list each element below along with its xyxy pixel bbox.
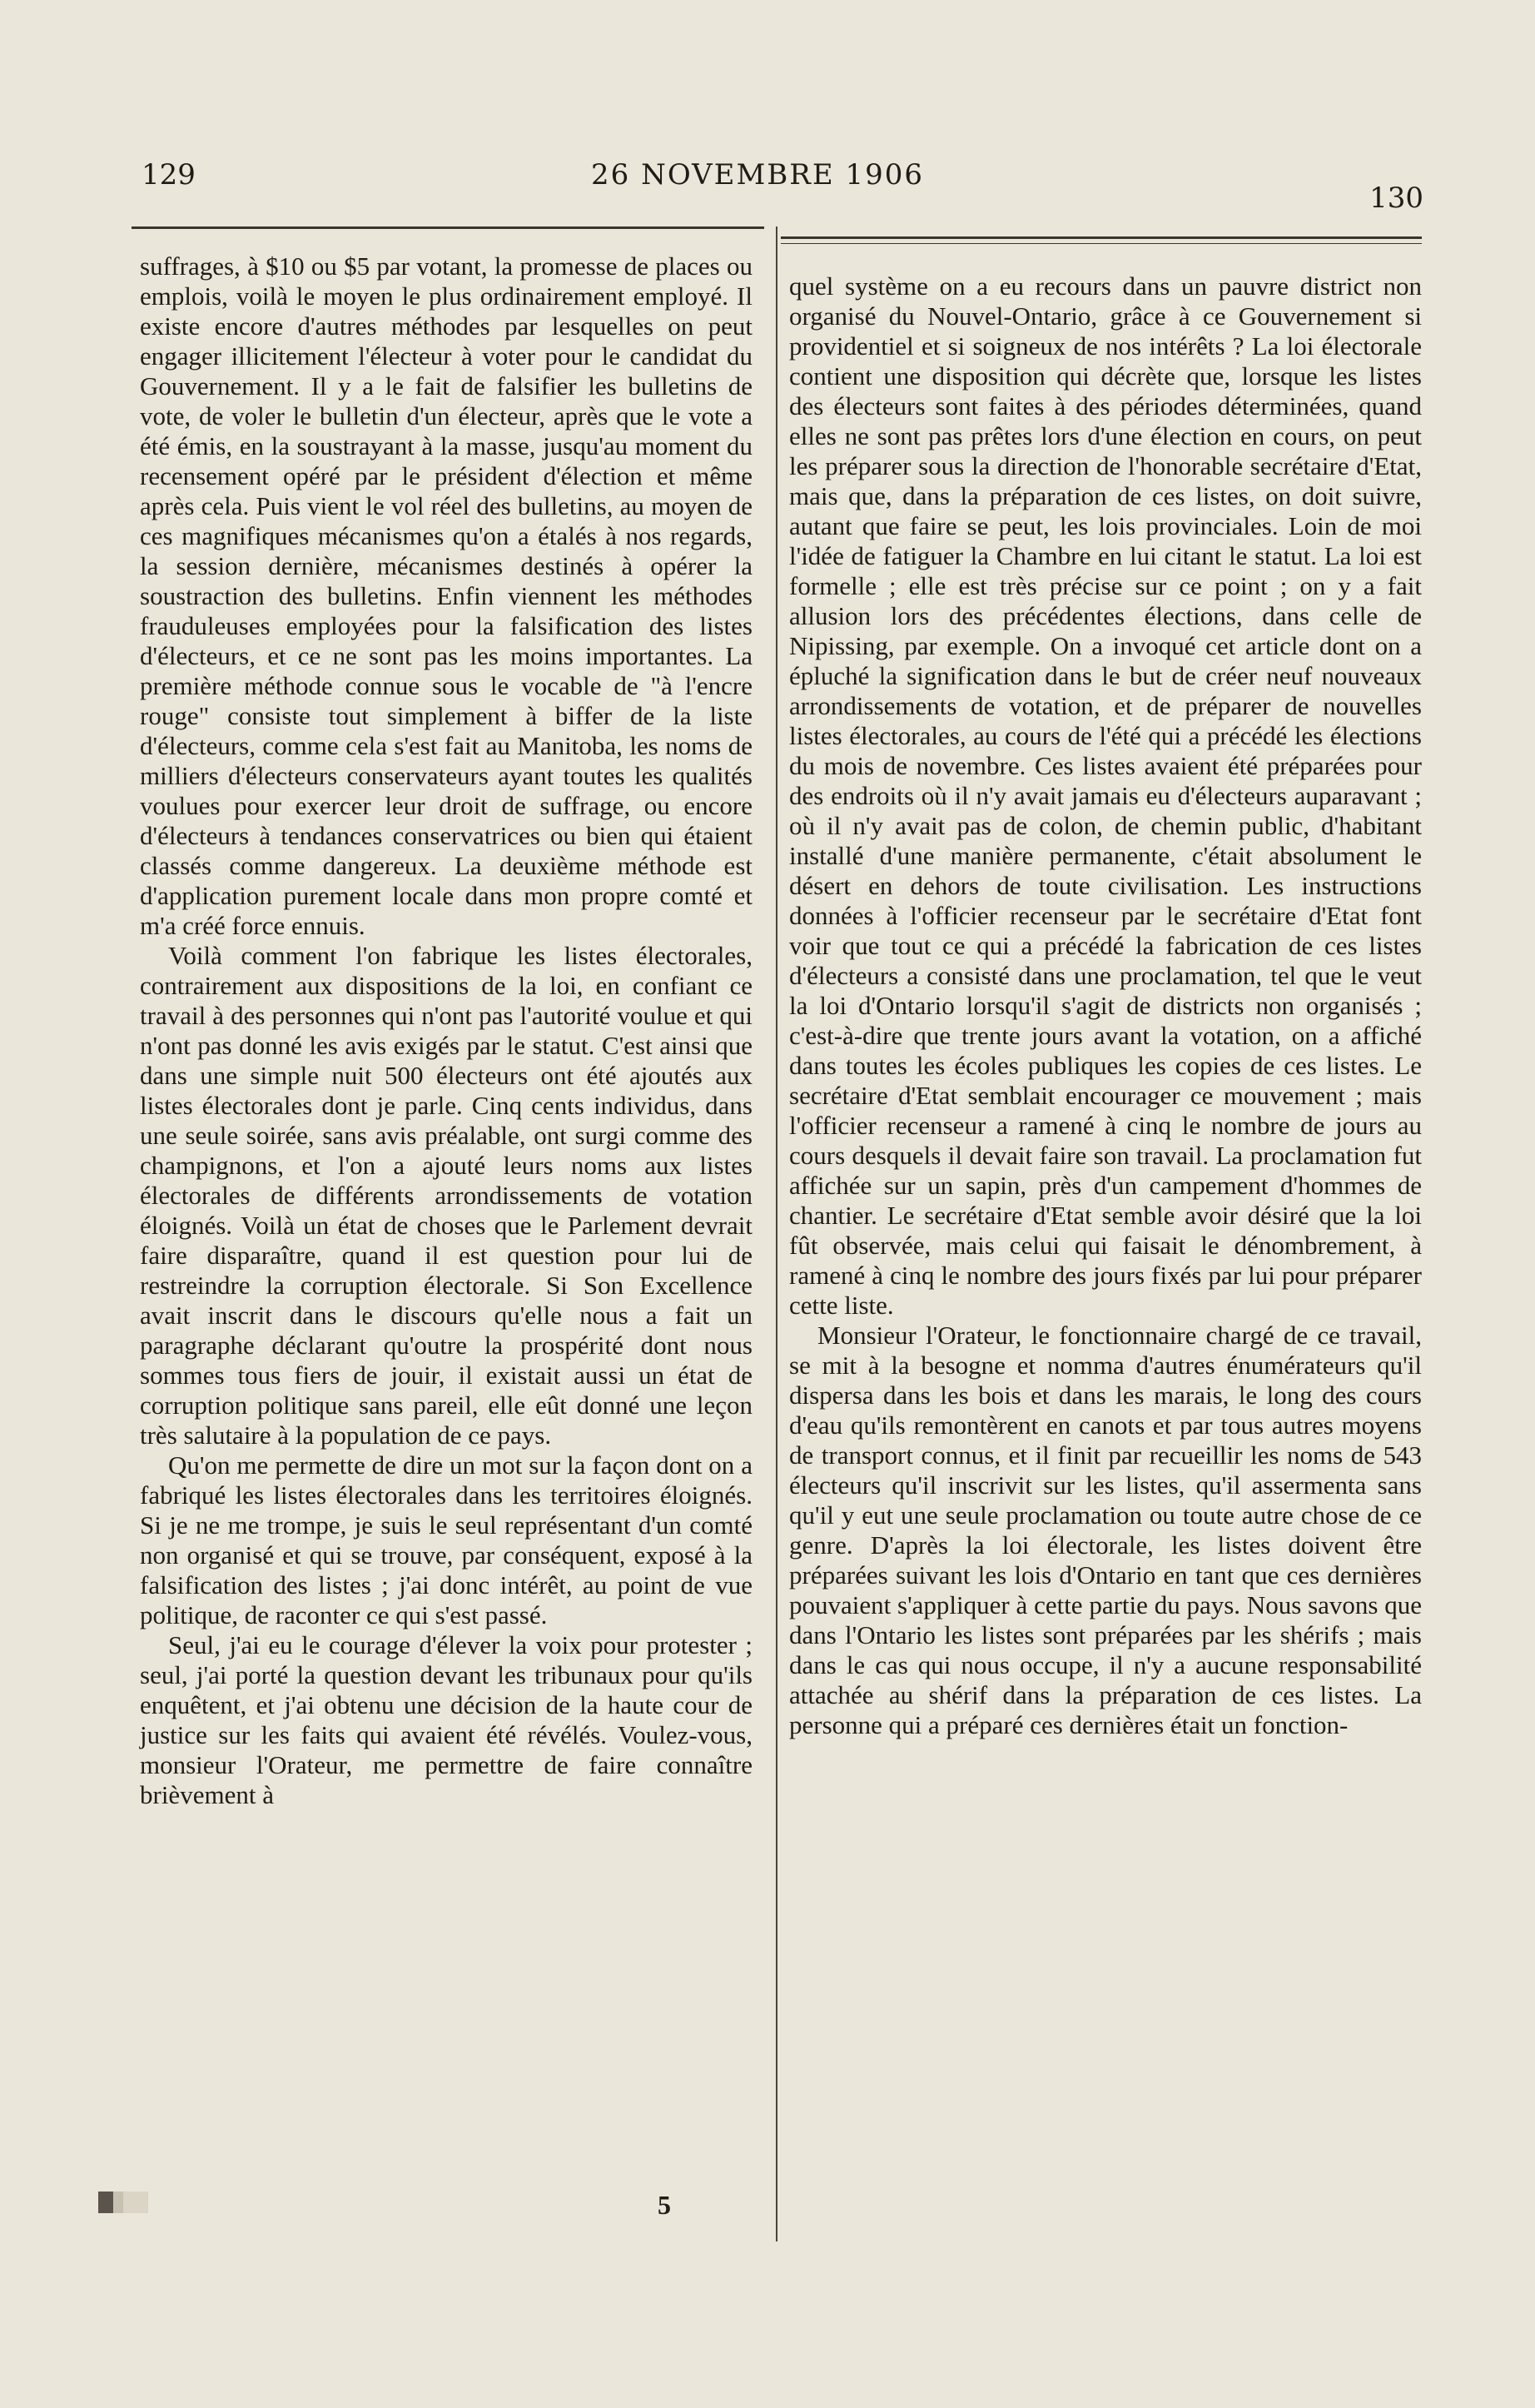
header-rule-left xyxy=(132,226,764,229)
right-column xyxy=(789,271,1422,1740)
signature-mark: 5 xyxy=(658,2190,671,2220)
page-header xyxy=(142,148,1423,215)
column-divider xyxy=(776,226,777,2241)
header-rule-right-thin xyxy=(781,243,1422,244)
paragraph: Monsieur l'Orateur, le fonctionnaire chargé de ce travail, se mit à la besogne et nomma d'autres énumérateurs qu'il dispersa dans les bois et dans les marais, le long des cours d'eau qu'ils remontèrent en canots et par tous autres moyens de transport connus, et il finit par recueillir les noms de 543 électeurs qu'il inscrivit sur les listes, qu'il assermenta sans qu'il y eut une seule proclamation ou toute autre chose de ce genre. D'après la loi électorale, les listes doivent être préparées suivant les lois d'Ontario en tant que ces dernières pouvaient s'appliquer à cette partie du pays. Nous savons que dans l'Ontario les listes sont préparées par les shérifs ; mais dans le cas qui nous occupe, il n'y a aucune responsabilité attachée au shérif dans la préparation de ces listes. La personne qui a préparé ces dernières était un fonction- xyxy=(789,1321,1422,1739)
paragraph: quel système on a eu recours dans un pauvre district non organisé du Nouvel-Ontario, grâce à ce Gouvernement si providentiel et si soigneux de nos intérêts ? La loi électorale contient une disposition qui décrète que, lorsque les listes des électeurs sont faites à des périodes déterminées, quand elles ne sont pas prêtes lors d'une élection en cours, on peut les préparer sous la direction de l'honorable secrétaire d'Etat, mais que, dans la préparation de ces listes, on doit suivre, autant que faire se peut, les lois provinciales. Loin de moi l'idée de fatiguer la Chambre en lui citant le statut. La loi est formelle ; elle est très précise sur ce point ; on y a fait allusion lors des précédentes élections, dans celle de Nipissing, par exemple. On a invoqué cet article dont on a épluché la signification dans le but de créer neuf nouveaux arrondissements de votation, et de préparer de nouvelles listes électorales, au cours de l'été qui a précédé les élections du mois de novembre. Ces listes avaient été préparées pour des endroits où il n'y avait jamais eu d'électeurs auparavant ; où il n'y avait pas de colon, de chemin public, d'habitant installé d'une manière permanente, c'était absolument le désert en dehors de toute civilisation. Les instructions données à l'officier recenseur par le secrétaire d'Etat font voir que tout ce qui a précédé la fabrication de ces listes d'électeurs a consisté dans une proclamation, tel que le veut la loi d'Ontario lorsqu'il s'agit de districts non organisés ; c'est-à-dire que trente jours avant la votation, on a affiché dans toutes les écoles publiques les copies de ces listes. Le secrétaire d'Etat semblait encourager ce mouvement ; mais l'officier recenseur a ramené à cinq le nombre de jours au cours desquels il devait faire son travail. La proclamation fut affichée sur un sapin, près d'un campement d'hommes de chantier. Le secrétaire d'Etat semble avoir désiré que la loi fût observée, mais celui qui faisait le dénombrement, à ramené à cinq le nombre des jours fixés par lui pour préparer cette liste. xyxy=(789,271,1422,1320)
running-title: 26 NOVEMBRE 1906 xyxy=(591,158,925,192)
left-column xyxy=(140,251,753,1810)
page-number-right: 130 xyxy=(1369,182,1423,215)
paragraph: Qu'on me permette de dire un mot sur la façon dont on a fabriqué les listes électorales dans les territoires éloignés. Si je ne me trompe, je suis le seul représentant d'un comté non organisé et qui se trouve, par conséquent, exposé à la falsification des listes ; j'ai donc intérêt, au point de vue politique, de raconter ce qui s'est passé. xyxy=(140,1450,753,1629)
print-smudge xyxy=(98,2192,173,2213)
paragraph: suffrages, à $10 ou $5 par votant, la promesse de places ou emplois, voilà le moyen le plus ordinairement employé. Il existe encore d'autres méthodes par lesquelles on peut engager illicitement l'électeur à voter pour le candidat du Gouvernement. Il y a le fait de falsifier les bulletins de vote, de voler le bulletin d'un électeur, après que le vote a été émis, en la soustrayant à la masse, jusqu'au moment du recensement opéré par le président d'élection et même après cela. Puis vient le vol réel des bulletins, au moyen de ces magnifiques mécanismes qu'on a étalés à nos regards, la session dernière, mécanismes destinés à opérer la soustraction des bulletins. Enfin viennent les méthodes frauduleuses employées pour la falsification des listes d'électeurs, et ce ne sont pas les moins importantes. La première méthode connue sous le vocable de "à l'encre rouge" consiste tout simplement à biffer de la liste d'électeurs, comme cela s'est fait au Manitoba, les noms de milliers d'électeurs conservateurs ayant toutes les qualités voulues pour exercer leur droit de suffrage, ou encore d'électeurs à tendances conservatrices ou bien qui étaient classés comme dangereux. La deuxième méthode est d'application purement locale dans mon propre comté et m'a créé force ennuis. xyxy=(140,251,753,940)
header-rule-right xyxy=(781,236,1422,239)
page-number-left: 129 xyxy=(142,158,196,192)
paragraph: Voilà comment l'on fabrique les listes électorales, contrairement aux dispositions de la loi, en confiant ce travail à des personnes qui n'ont pas l'autorité voulue et qui n'ont pas donné les avis exigés par le statut. C'est ainsi que dans une simple nuit 500 électeurs ont été ajoutés aux listes électorales dont je parle. Cinq cents individus, dans une seule soirée, sans avis préalable, ont surgi comme des champignons, et l'on a ajouté leurs noms aux listes électorales de différents arrondissements de votation éloignés. Voilà un état de choses que le Parlement devrait faire disparaître, quand il est question pour lui de restreindre la corruption électorale. Si Son Excellence avait inscrit dans le discours qu'elle nous a fait un paragraphe déclarant qu'outre la prospérité dont nous sommes tous fiers de jouir, il existait aussi un état de corruption politique sans pareil, elle eût donné une leçon très salutaire à la population de ce pays. xyxy=(140,941,753,1450)
paragraph: Seul, j'ai eu le courage d'élever la voix pour protester ; seul, j'ai porté la question devant les tribunaux pour qu'ils enquêtent, et j'ai obtenu une décision de la haute cour de justice sur les faits qui avaient été révélés. Voulez-vous, monsieur l'Orateur, me permettre de faire connaître brièvement à xyxy=(140,1630,753,1809)
